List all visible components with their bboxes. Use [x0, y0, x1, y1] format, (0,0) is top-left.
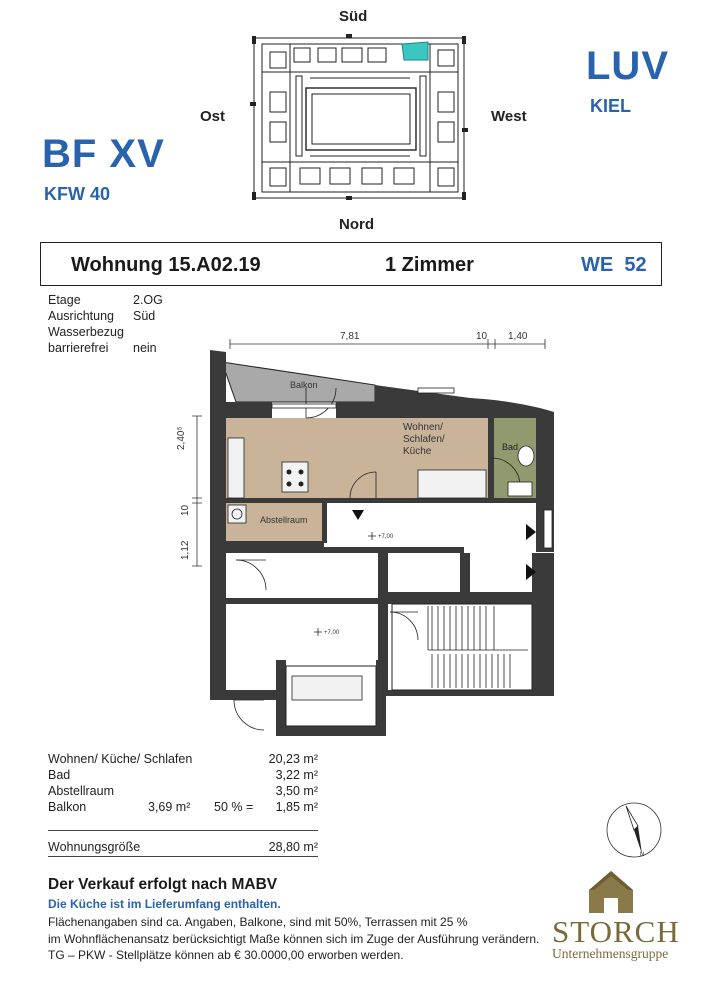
- total-divider: [48, 830, 318, 831]
- area-pct-balcony: 50 % =: [214, 800, 254, 814]
- info-value-floor: 2.OG: [133, 293, 163, 307]
- north-arrow-label: N: [640, 852, 645, 858]
- unit-title: Wohnung 15.A02.19: [71, 254, 261, 276]
- area-raw-balcony: 3,69 m²: [148, 800, 191, 814]
- brand-name: LUV: [586, 44, 669, 88]
- area-name-bath: Bad: [48, 768, 71, 782]
- area-name-balcony: Balkon: [48, 800, 87, 814]
- sale-note-line: TG – PKW - Stellplätze können ab € 30.0000,00 erworben werden.: [48, 948, 404, 962]
- room-label-living-line2: Schlafen/: [403, 434, 445, 445]
- area-value-storage: 3,50 m²: [275, 784, 318, 798]
- dim-top-bath: 1,40: [508, 331, 528, 342]
- storch-logo-text: STORCH: [552, 914, 680, 949]
- area-name-living: Wohnen/ Küche/ Schlafen: [48, 752, 193, 766]
- dim-top-wall: 10: [476, 331, 488, 342]
- room-label-balcony: Balkon: [290, 380, 318, 390]
- info-value-orientation: Süd: [133, 309, 156, 323]
- total-value: 28,80 m²: [268, 840, 318, 854]
- room-label-bath: Bad: [502, 442, 519, 452]
- storch-house-logo-icon: [586, 868, 636, 914]
- info-label-floor: Etage: [48, 293, 81, 307]
- area-value-bath: 3,22 m²: [275, 768, 318, 782]
- total-name: Wohnungsgröße: [48, 840, 141, 854]
- sale-note-line: Flächenangaben sind ca. Angaben, Balkone, sind mit 50%, Terrassen mit 25 %: [48, 915, 468, 929]
- info-label-orientation: Ausrichtung: [48, 309, 115, 323]
- unit-we-number: WE 52: [581, 254, 647, 276]
- dim-left-storage: 1,12: [180, 540, 191, 560]
- info-label-water: Wasserbezug: [48, 325, 124, 339]
- sale-note-line: im Wohnflächenansatz berücksichtigt Maße können sich im Zuge der Ausführung verändern.: [48, 931, 540, 946]
- area-value-living: 20,23 m²: [268, 752, 318, 766]
- level-marker-1: +7,00: [378, 534, 394, 540]
- compass-south-label: Süd: [339, 8, 368, 25]
- sale-notes: [48, 914, 539, 964]
- brand-city: KIEL: [590, 96, 632, 116]
- dim-left-main: 2,40⁵: [176, 426, 187, 450]
- level-marker-2: +7,00: [324, 630, 340, 636]
- room-label-storage: Abstellraum: [260, 515, 308, 525]
- area-name-storage: Abstellraum: [48, 784, 114, 798]
- area-value-balcony: 1,85 m²: [275, 800, 318, 814]
- storch-logo-subtitle: Unternehmensgruppe: [552, 946, 669, 961]
- room-label-living-line3: Küche: [403, 446, 432, 457]
- unit-rooms: 1 Zimmer: [385, 254, 474, 276]
- project-name: BF XV: [42, 132, 165, 176]
- sale-headline: Der Verkauf erfolgt nach MABV: [48, 876, 278, 893]
- total-underline: [48, 856, 318, 857]
- kitchen-note: Die Küche ist im Lieferumfang enthalten.: [48, 897, 281, 911]
- compass-west-label: West: [491, 108, 527, 125]
- room-label-living-line1: Wohnen/: [403, 422, 443, 433]
- room-label-living: [403, 422, 445, 458]
- info-value-accessible: nein: [133, 341, 157, 355]
- info-label-accessible: barrierefrei: [48, 341, 109, 355]
- north-arrow-icon: [604, 800, 664, 860]
- dim-left-wall: 10: [180, 504, 191, 516]
- compass-east-label: Ost: [200, 108, 226, 125]
- dim-top-main: 7,81: [340, 331, 360, 342]
- project-standard: KFW 40: [44, 184, 111, 204]
- compass-north-label: Nord: [339, 216, 374, 233]
